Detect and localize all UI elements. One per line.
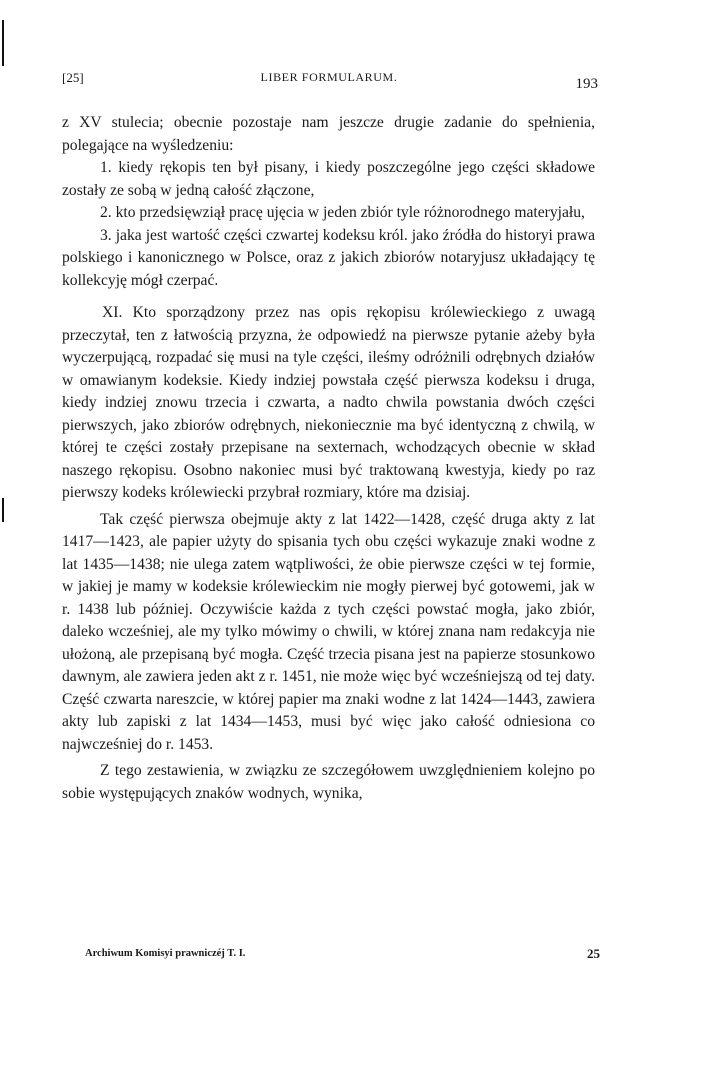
paragraph-intro: z XV stulecia; obecnie pozostaje nam jeszcze drugie zadanie do spełnienia, polegające na wyśledzeniu: — [62, 114, 595, 154]
printer-signature-text: Archiwum Komisyi prawniczéj T. I. — [85, 948, 246, 959]
list-item-3: 3. jaka jest wartość części czwartej kodeksu król. jako źródła do historyi prawa polskiego i kanonicznego w Polsce, oraz z jakich zbiorów notaryjusz układający tę kollekcyję mógł czerpać. — [62, 226, 595, 289]
list-item-2: 2. kto przedsięwziął pracę ujęcia w jeden zbiór tyle różnorodnego materyjału, — [100, 204, 585, 221]
printer-signature-mark: 25 — [587, 946, 600, 961]
body-text — [62, 112, 595, 805]
left-edge-mark-top — [2, 20, 4, 66]
page-number: 193 — [575, 76, 598, 92]
paragraph-dating: Tak część pierwsza obejmuje akty z lat 1422—1428, część druga akty z lat 1417—1423, ale papier użyty do spisania tych obu części wykazuje znaki wodne z lat 1435—1438; nie ulega zatem wątpliwości, że obie pierwsze części w tej formie, w jakiej je mamy w kodeksie królewieckim nie mogły pierwej być gotowemi, jak w r. 1438 lub później. Oczywiście każda z tych części powstać mogła, jako zbiór, daleko wcześniej, ale my tylko mówimy o chwili, w której znana nam redakcyja nie ułożoną, ale przepisaną być mogła. Część trzecia pisana jest na papierze stosunkowo dawnym, ale zawiera jeden akt z r. 1451, nie może więc być wcześniejszą od tej daty. Część czwarta nareszcie, w której papier ma znaki wodne z lat 1424—1443, zawiera akty lub zapiski z lat 1434—1453, musi być więc jako całość odniesiona co najwcześniej do r. 1453. — [62, 510, 595, 753]
page-footer — [85, 948, 600, 964]
paragraph-conclusion: Z tego zestawienia, w związku ze szczegółowem uwzględnieniem kolejno po sobie występujących znaków wodnych, wynika, — [62, 762, 595, 802]
page-marker: [25] — [62, 70, 84, 85]
list-item-1: 1. kiedy rękopis ten był pisany, i kiedy poszczególne jego części składowe zostały ze sobą w jedną całość złączone, — [62, 159, 595, 199]
running-title: LIBER FORMULARUM. — [260, 70, 398, 84]
left-edge-mark-middle — [2, 498, 4, 522]
running-header — [62, 68, 596, 90]
paragraph-section-xi: XI. Kto sporządzony przez nas opis rękopisu królewieckiego z uwagą przeczytał, ten z łatwością przyzna, że odpowiedź na pierwsze pytanie ażeby była wyczerpującą, rozpadać się musi na tyle części, ileśmy odróżnili odrębnych działów w omawianym kodeksie. Kiedy indziej powstała część pierwsza kodeksu i druga, kiedy indziej znowu trzecia i czwarta, a nadto chwila powstania dwóch części pierwszych, jako zbiorów odrębnych, niekoniecznie ma być identyczną z chwilą, w której te części zostały przepisane na sexternach, wchodzących obecnie w skład naszego rękopisu. Osobno nakoniec musi być traktowaną kwestyja, kiedy po raz pierwszy kodeks królewiecki przybrał rozmiary, które ma dzisiaj. — [62, 304, 595, 501]
